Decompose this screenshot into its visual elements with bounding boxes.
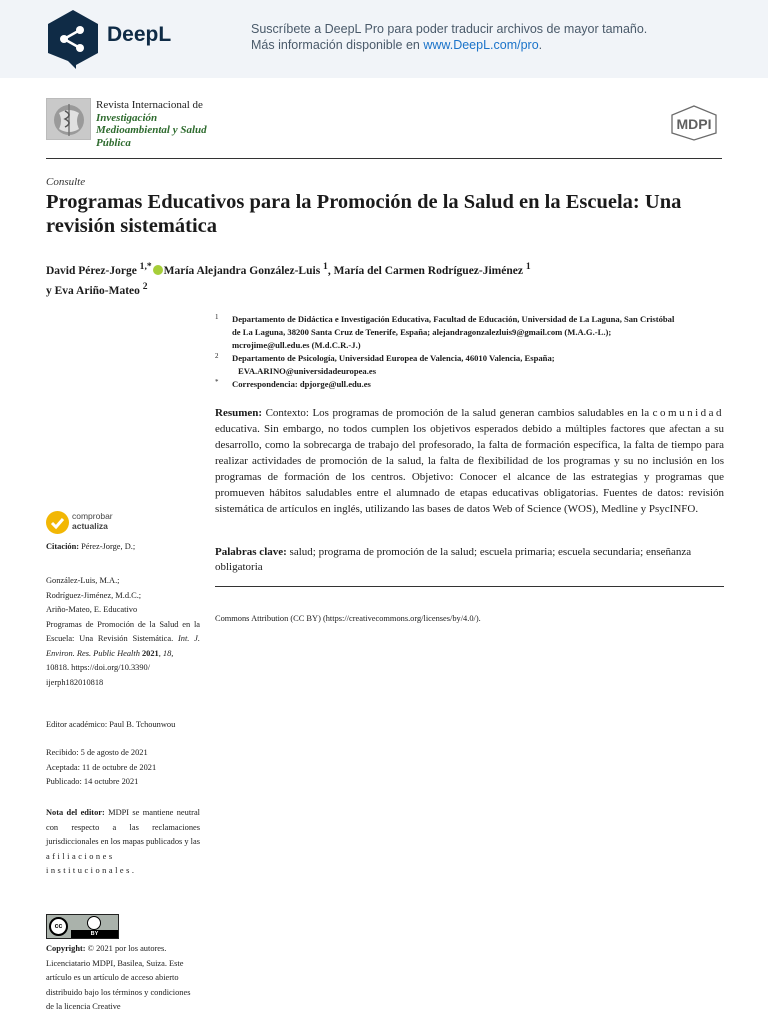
affiliation-1-number: 1 [215,313,219,321]
journal-name-line-2: Investigación [96,111,158,124]
publisher-note-spaced-1: afiliaciones [46,851,115,861]
publisher-note-text: MDPI se mantiene neutral con respecto a las reclamaciones jurisdiccionales en los mapas publicados y las [46,808,200,846]
banner-line-2-suffix: . [538,38,543,52]
abstract-text-a: Contexto: Los programas de promoción de la salud generan cambios saludables en la [262,407,650,419]
author-4: y Eva Ariño-Mateo [46,284,143,297]
copyright-notice [46,942,200,1015]
journal-name-line-1: Revista Internacional de [96,99,203,111]
citation-line-f[interactable]: ijerph182010818 [46,677,104,687]
citation-year: 2021 [139,648,159,658]
journal-logo-icon [46,98,91,140]
citation-body [46,574,200,690]
author-1: David Pérez-Jorge [46,264,140,277]
keywords-label: Palabras clave: [215,546,287,558]
affiliation-2-number: 2 [215,352,219,360]
mdpi-logo-icon [666,105,722,141]
citation-journal: Int. J. Environ. Res. Public Health [46,634,200,658]
publication-dates [46,746,200,790]
abstract-spaced-word: comunidad [652,407,725,419]
citation-line-b: Rodríguez-Jiménez, M.d.C.; [46,590,142,600]
citation-heading [46,540,200,555]
citation-line-a: González-Luis, M.A.; [46,576,120,585]
affiliation-1-text: Departamento de Didáctica e Investigación Educativa, Facultad de Educación, Universidad de La Laguna, San Cristóbal de La Laguna, 38200 Santa Cruz de Tenerife, España; alejandragonzalezluis9@gmail.com (M.A.G.-L.); mcrojime@ull.edu.es (M.d.C.R.-J.) [232,314,675,350]
check-updates-line-2: actualiza [72,521,108,531]
abstract-label: Resumen: [215,407,263,419]
keywords-text: salud; programa de promoción de la salud; escuela primaria; escuela secundaria; enseñanza obligatoria [215,546,692,573]
correspondence-marker: * [215,378,219,386]
deepl-brand-name[interactable]: DeepL [107,23,172,46]
journal-name-line-4: Pública [96,136,131,149]
cc-by-license-badge[interactable] [46,914,119,939]
author-3: , María del Carmen Rodríguez-Jiménez [327,264,526,277]
author-list [46,259,726,299]
banner-message [251,21,647,53]
person-icon [87,916,101,930]
cc-logo-icon: cc [49,917,68,936]
check-updates-icon [46,511,69,534]
correspondence-text: Correspondencia: dpjorge@ull.edu.es [232,379,371,389]
journal-name [96,99,207,149]
academic-editor: Editor académico: Paul B. Tchounwou [46,720,176,729]
affiliation-2-text: Departamento de Psicología, Universidad Europea de Valencia, 46010 Valencia, España; [232,353,555,363]
author-2-affiliation-marker: 1 [323,261,328,272]
affiliation-2-email-row [215,365,675,378]
author-2: María Alejandra González-Luis [163,264,324,277]
abstract-text-b: educativa. Sin embargo, no todos cumplen los objetivos esperados debido a múltiples factores que afectan a su desarrollo, como la sobrecarga de trabajo del profesorado, la falta de formación específica, la falta de tiempo para realizar actividades de promoción de la salud, la falta de flexibilidad de los programas y su no inclusión en los programas de formación de los centros. Objetivo: Conocer el alcance de las estrategias y programas que promueven hábitos saludables entre el alumnado de etapas educativas obligatorias. Fuentes de datos: revisión sistemática de artículos en inglés, utilizando las bases de datos Web of Science (WOS), Medline y PsycINFO. [215,423,724,515]
check-updates-line-1: comprobar [72,511,113,521]
banner-line-1: Suscríbete a DeepL Pro para poder traducir archivos de mayor tamaño. [251,22,648,36]
body-divider [215,586,724,587]
deepl-pro-link[interactable]: www.DeepL.com/pro [423,38,539,52]
globe-icon [47,99,91,140]
article-type: Consulte [46,176,86,188]
orcid-icon[interactable] [153,265,163,275]
citation-first-author: Pérez-Jorge, D.; [79,542,136,551]
copyright-label: Copyright: [46,944,86,953]
publisher-note-label: Nota del editor: [46,808,105,817]
banner-line-2 [251,37,647,53]
correspondence [215,378,675,391]
publisher-note [46,806,200,879]
mdpi-logo-text: MDPI [676,116,712,132]
date-published: Publicado: 14 octubre 2021 [46,777,139,786]
header-divider [46,158,722,159]
date-accepted: Aceptada: 11 de octubre de 2021 [46,762,157,772]
deepl-logo-icon[interactable] [46,9,100,69]
license-footer: Commons Attribution (CC BY) (https://creativecommons.org/licenses/by/4.0/). [215,614,481,623]
affiliations [215,313,675,391]
citation-line-d [46,618,200,662]
author-3-affiliation-marker: 1 [525,261,531,272]
author-1-affiliation-marker: 1,* [139,261,152,272]
article-title: Programas Educativos para la Promoción de la Salud en la Escuela: Una revisión sistemática [46,191,682,237]
keywords [215,545,730,575]
author-4-affiliation-marker: 2 [142,280,148,292]
deepl-banner [0,0,768,78]
publisher-note-spaced-2: institucionales. [46,866,137,875]
affiliation-2 [215,352,675,365]
cc-by-label: BY [71,930,118,938]
journal-name-line-3: Medioambiental y Salud [96,124,207,136]
citation-label: Citación: [46,542,80,551]
copyright-text: © 2021 por los autores. Licenciatario MDPI, Basilea, Suiza. Este artículo es un artículo de acceso abierto distribuido bajo los términos y condiciones de la licencia Creative [46,944,191,1011]
citation-volume: , 18, [158,648,174,658]
affiliation-1 [215,313,675,352]
citation-title: Programas de Promoción de la Salud en la Escuela: Una Revisión Sistemática. [46,619,200,643]
citation-line-c: Ariño-Mateo, E. Educativo [46,605,138,614]
citation-line-e[interactable]: 10818. https://doi.org/10.3390/ [46,663,151,672]
banner-line-2-prefix: Más información disponible en [251,38,424,52]
date-received: Recibido: 5 de agosto de 2021 [46,748,148,757]
affiliation-2-email[interactable]: EVA.ARINO@universidadeuropea.es [238,366,377,376]
abstract [215,405,724,517]
